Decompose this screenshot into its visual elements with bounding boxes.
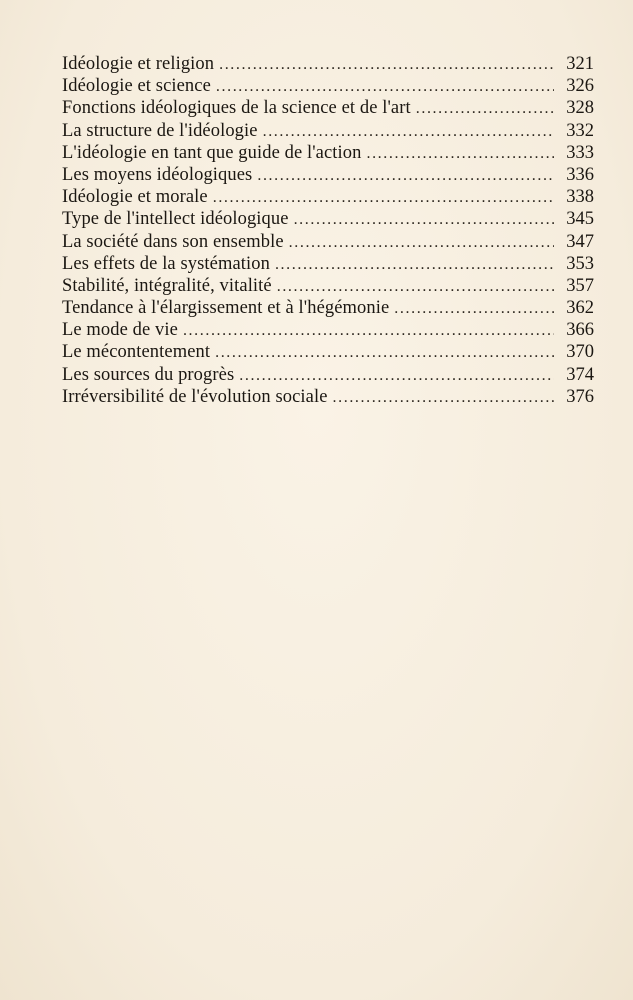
dot-leader (213, 187, 554, 209)
toc-entry-title: Fonctions idéologiques de la science et de l'art (62, 98, 411, 119)
toc-entry (62, 164, 594, 186)
toc-entry-title: Idéologie et science (62, 76, 211, 97)
toc-entry-page: 336 (566, 164, 594, 185)
toc-entry-page: 333 (566, 142, 594, 163)
toc-entry (62, 75, 594, 97)
toc-entry (62, 386, 594, 408)
dot-leader (333, 387, 554, 409)
toc-entry-title: Les moyens idéologiques (62, 164, 253, 185)
toc-entry (62, 341, 594, 363)
toc-entry-title: Tendance à l'élargissement et à l'hégémonie (62, 298, 390, 319)
toc-entry-page: 374 (566, 364, 594, 385)
dot-leader (294, 209, 554, 231)
dot-leader (219, 54, 554, 76)
toc-entry-page: 332 (566, 120, 594, 141)
toc-entry (62, 142, 594, 164)
toc-entry-page: 366 (566, 320, 594, 341)
toc-entry-page: 353 (566, 253, 594, 274)
toc-entry-title: Idéologie et religion (62, 54, 215, 74)
toc-entry-page: 345 (566, 209, 594, 230)
toc-entry-page: 326 (566, 76, 594, 97)
toc-entry-page: 347 (566, 231, 594, 252)
toc-entry-title: La société dans son ensemble (62, 231, 284, 252)
dot-leader (257, 165, 554, 187)
dot-leader (275, 254, 554, 276)
table-of-contents (62, 53, 594, 408)
toc-entry-page: 357 (566, 275, 594, 296)
toc-entry-title: Idéologie et morale (62, 187, 208, 208)
dot-leader (394, 298, 554, 320)
toc-entry (62, 120, 594, 142)
toc-entry (62, 186, 594, 208)
toc-entry (62, 297, 594, 319)
toc-entry-title: Irréversibilité de l'évolution sociale (62, 386, 328, 407)
dot-leader (215, 342, 554, 364)
toc-entry-title: Le mode de vie (62, 320, 178, 341)
dot-leader (277, 276, 554, 298)
toc-entry-title: La structure de l'idéologie (62, 120, 258, 141)
toc-entry-page: 370 (566, 342, 594, 363)
dot-leader (216, 76, 554, 98)
toc-entry-title: L'idéologie en tant que guide de l'action (62, 142, 362, 163)
toc-entry-page: 321 (566, 54, 594, 74)
toc-entry-page: 362 (566, 298, 594, 319)
dot-leader (289, 232, 554, 254)
toc-entry (62, 208, 594, 230)
toc-entry (62, 253, 594, 275)
toc-entry-title: Le mécontentement (62, 342, 211, 363)
toc-entry (62, 319, 594, 341)
toc-entry (62, 275, 594, 297)
toc-entry-page: 328 (566, 98, 594, 119)
toc-entry-page: 376 (566, 386, 594, 407)
toc-entry (62, 53, 594, 75)
dot-leader (366, 143, 554, 165)
toc-entry-title: Les sources du progrès (62, 364, 235, 385)
toc-entry-page: 338 (566, 187, 594, 208)
toc-entry (62, 97, 594, 119)
toc-entry-title: Stabilité, intégralité, vitalité (62, 275, 272, 296)
dot-leader (183, 320, 554, 342)
toc-entry-title: Type de l'intellect idéologique (62, 209, 289, 230)
toc-entry (62, 364, 594, 386)
dot-leader (263, 121, 554, 143)
toc-entry (62, 231, 594, 253)
toc-entry-title: Les effets de la systémation (62, 253, 270, 274)
dot-leader (239, 365, 554, 387)
dot-leader (416, 98, 554, 120)
